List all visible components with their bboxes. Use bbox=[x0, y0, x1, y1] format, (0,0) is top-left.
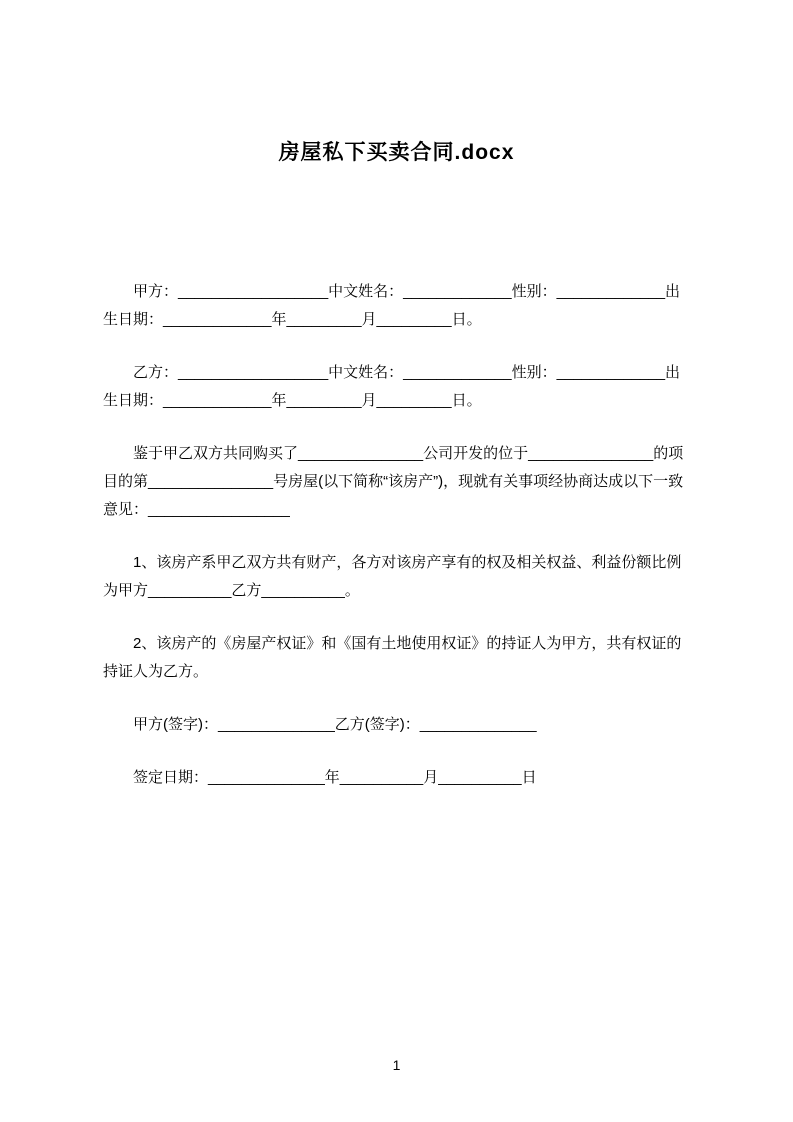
paragraph-signatures: 甲方(签字)：______________乙方(签字)：______________ bbox=[133, 716, 537, 733]
paragraph-signing-date: 签定日期：______________年__________月__________日 bbox=[133, 769, 537, 786]
page-number: 1 bbox=[392, 1057, 401, 1073]
paragraph-clause-2: 2、该房产的《房屋产权证》和《国有土地使用权证》的持证人为甲方，共有权证的持证人为乙方。 bbox=[103, 635, 682, 680]
paragraph-clause-1: 1、该房产系甲乙双方共有财产，各方对该房产享有的权及相关权益、利益份额比例为甲方__________乙方__________。 bbox=[103, 554, 682, 599]
paragraph-preamble: 鉴于甲乙双方共同购买了_______________公司开发的位于_______________的项目的第_______________号房屋(以下简称“该房产”)，现就有关事项经协商达成以下一致意见：_________________ bbox=[103, 445, 684, 518]
paragraph-party-b-info: 乙方：__________________中文姓名：_____________性别：_____________出生日期：_____________年_________月_________日。 bbox=[103, 364, 681, 409]
document-body bbox=[103, 278, 690, 792]
paragraph-party-a-info: 甲方：__________________中文姓名：_____________性别：_____________出生日期：_____________年_________月_________日。 bbox=[103, 283, 681, 328]
document-title: 房屋私下买卖合同.docx bbox=[278, 141, 515, 164]
